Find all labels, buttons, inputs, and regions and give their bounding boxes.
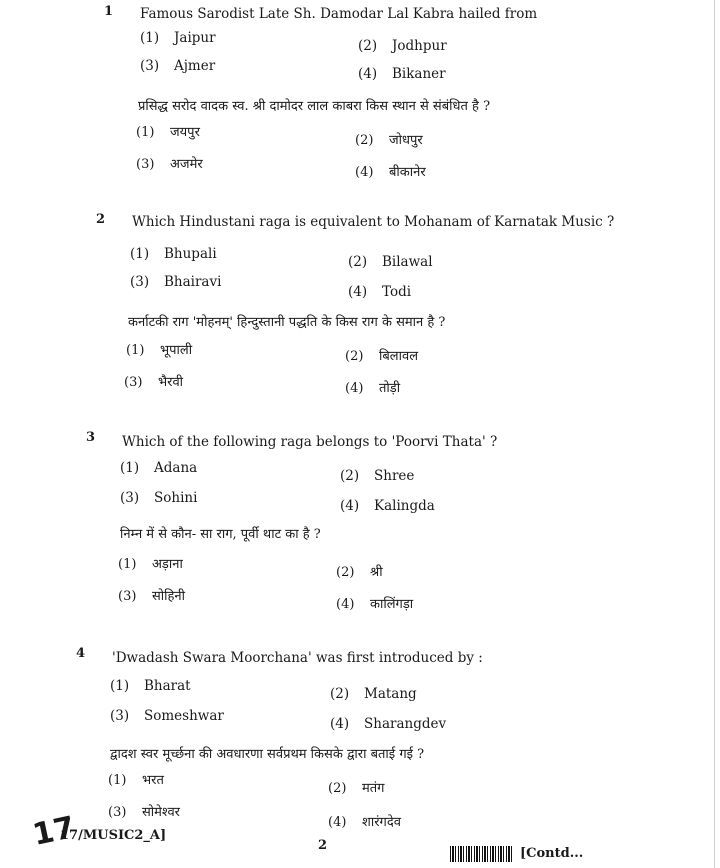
option-hi: (1) भरत [108,773,164,788]
question-text-en: Which of the following raga belongs to 'Poorvi Thata' ? [122,434,498,450]
page-number: 2 [318,838,328,853]
question-number: 2 [96,212,106,227]
option-en: (4) Kalingda [340,498,435,514]
option-hi: (2) जोधपुर [355,133,423,148]
option-en: (3) Ajmer [140,58,216,74]
option-hi: (2) बिलावल [345,349,419,364]
question-text-en: Which Hindustani raga is equivalent to Mohanam of Karnatak Music ? [132,214,615,230]
question-text-hi: कर्नाटकी राग 'मोहनम्' हिन्दुस्तानी पद्धति के किस राग के समान है ? [128,315,446,330]
option-hi: (1) जयपुर [136,125,200,140]
option-en: (1) Jaipur [140,30,216,46]
question-number: 4 [76,646,86,661]
question-text-hi: निम्न में से कौन- सा राग, पूर्वी थाट का है ? [120,527,321,542]
option-en: (1) Bharat [110,678,191,694]
option-en: (2) Shree [340,468,415,484]
option-hi: (2) मतंग [328,781,385,796]
option-hi: (4) शारंगदेव [328,815,401,830]
page-edge-line [714,0,715,868]
option-hi: (3) अजमेर [136,157,203,172]
option-en: (1) Adana [120,460,198,476]
option-en: (3) Bhairavi [130,274,222,290]
question-number: 3 [86,430,96,445]
option-hi: (4) कालिंगड़ा [336,597,414,612]
question-text-en: 'Dwadash Swara Moorchana' was first introduced by : [112,650,483,666]
option-en: (2) Matang [330,686,417,702]
option-hi: (2) श्री [336,565,383,580]
question-number: 1 [104,4,114,19]
option-en: (3) Someshwar [110,708,224,724]
question-text-en: Famous Sarodist Late Sh. Damodar Lal Kabra hailed from [140,6,538,22]
handwritten-mark: 17 [29,810,78,853]
option-en: (4) Todi [348,284,412,300]
option-en: (2) Bilawal [348,254,433,270]
option-hi: (4) बीकानेर [355,165,426,180]
option-hi: (3) भैरवी [124,375,184,390]
question-text-hi: प्रसिद्ध सरोद वादक स्व. श्री दामोदर लाल काबरा किस स्थान से संबंधित है ? [138,99,491,114]
option-en: (3) Sohini [120,490,198,506]
option-hi: (3) सोमेश्वर [108,805,180,820]
option-hi: (1) भूपाली [126,343,193,358]
option-en: (4) Sharangdev [330,716,447,732]
question-text-hi: द्वादश स्वर मूर्च्छना की अवधारणा सर्वप्रथम किसके द्वारा बताई गई ? [110,747,425,762]
option-hi: (4) तोड़ी [345,381,401,396]
continued-label: [Contd... [520,846,584,861]
barcode [450,846,512,862]
paper-code: 17/MUSIC2_A] [60,828,167,843]
option-hi: (3) सोहिनी [118,589,186,604]
option-hi: (1) अड़ाना [118,557,183,572]
option-en: (1) Bhupali [130,246,217,262]
option-en: (4) Bikaner [358,66,446,82]
option-en: (2) Jodhpur [358,38,447,54]
